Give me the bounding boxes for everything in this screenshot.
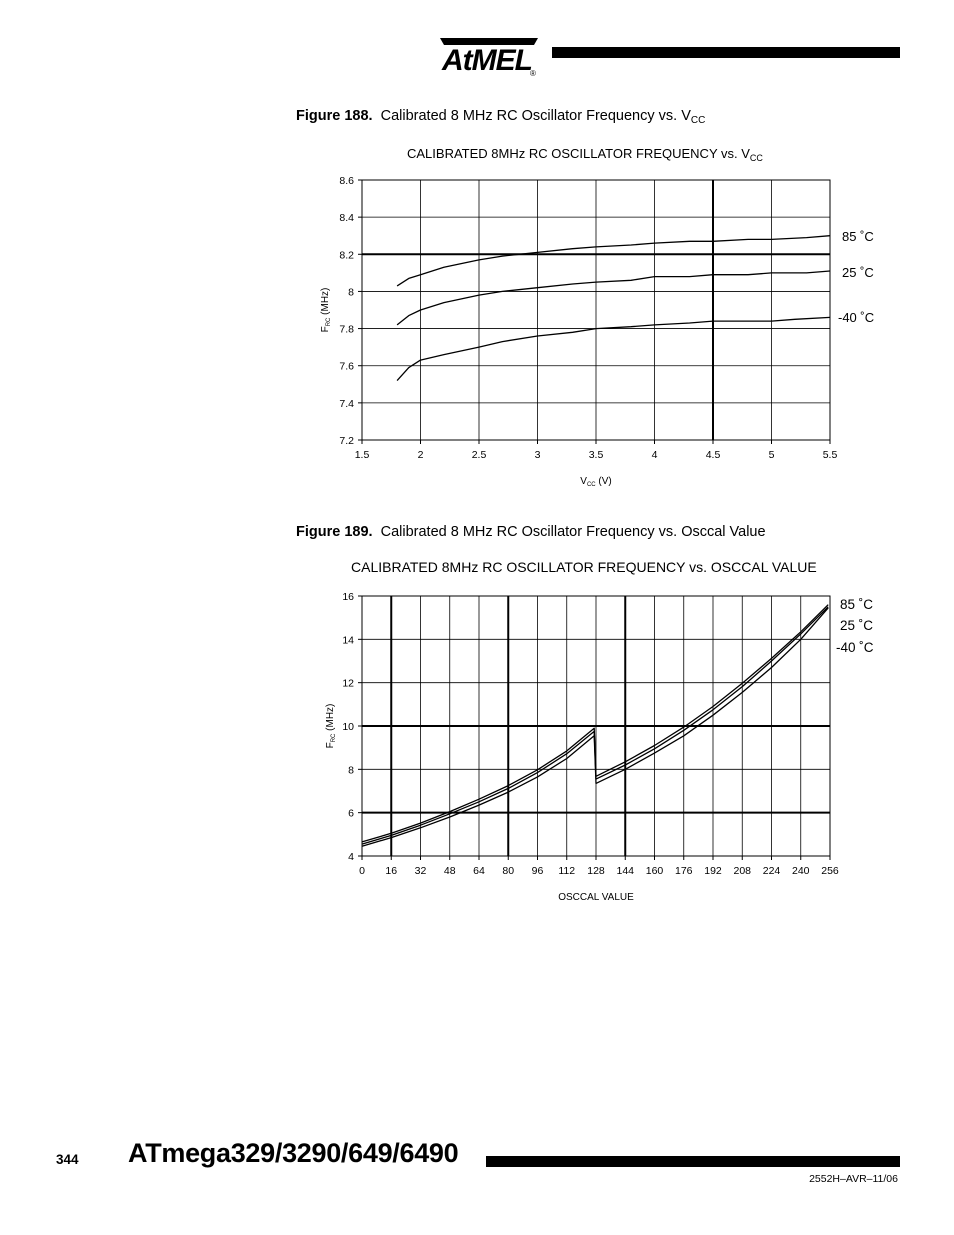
x-tick-label: 64 (473, 865, 485, 877)
legend-entry: 85 ˚C (840, 597, 874, 612)
plot-frame (362, 596, 830, 856)
x-tick-label: 4.5 (705, 449, 721, 461)
y-tick-label: 7.2 (339, 435, 354, 447)
legend-entry: 25 ˚C (840, 618, 874, 633)
y-axis-label-unit: (MHz) (325, 703, 336, 734)
series-line (362, 607, 828, 844)
legend-entry: 85 ˚C (842, 229, 874, 244)
x-tick-label: 128 (587, 865, 605, 877)
x-tick-label: 2.5 (471, 449, 487, 461)
figure-189-caption (296, 524, 766, 540)
y-axis-label: $F_{RC}$ (MHz) (325, 703, 337, 749)
y-tick-label: 16 (342, 591, 354, 603)
x-tick-label: 112 (558, 865, 576, 877)
x-tick-label: 3.5 (588, 449, 604, 461)
series-line (362, 605, 828, 842)
x-tick-label: 48 (443, 865, 456, 877)
plot-area (320, 175, 874, 488)
legend-entry: -40 ˚C (838, 310, 875, 325)
atmel-logo (438, 32, 542, 78)
x-tick-label: 176 (674, 865, 693, 877)
chart1-title-sub: CC (749, 153, 763, 163)
figure-188-label: Figure 188. (296, 108, 373, 124)
header-rule (552, 47, 900, 58)
series-line (397, 271, 830, 325)
y-tick-label: 4 (348, 851, 354, 863)
y-tick-label: 8.6 (339, 175, 354, 187)
series-line (397, 317, 830, 380)
y-axis-label-sub: RC (326, 317, 332, 327)
logo-text: AtMEL (442, 44, 532, 77)
registered-mark: ® (530, 69, 536, 78)
x-tick-label: 5 (768, 449, 775, 461)
plot-frame (362, 180, 830, 440)
x-tick-label: 32 (414, 865, 427, 877)
x-tick-label: 160 (645, 865, 664, 877)
footer-rule (486, 1156, 900, 1167)
y-axis-label-unit: (MHz) (320, 287, 331, 318)
page-number: 344 (56, 1152, 79, 1167)
legend-entry: -40 ˚C (836, 640, 874, 655)
x-tick-label: 3 (534, 449, 541, 461)
y-tick-label: 8.2 (339, 249, 354, 262)
series-line (362, 608, 828, 846)
figure-189-caption-text: Calibrated 8 MHz RC Oscillator Frequency vs. Osccal Value (380, 524, 766, 540)
x-tick-label: 4 (651, 449, 658, 461)
y-tick-label: 14 (342, 634, 354, 647)
x-tick-label: 80 (502, 865, 515, 877)
x-tick-label: 96 (531, 865, 544, 877)
y-tick-label: 8 (348, 286, 354, 299)
y-tick-label: 7.4 (339, 397, 354, 410)
figure-188-caption-sub: CC (690, 115, 706, 126)
y-tick-label: 10 (342, 721, 354, 733)
x-tick-label: 1.5 (354, 449, 370, 461)
legend-entry: 25 ˚C (842, 265, 874, 280)
x-axis-label: $V_{CC}$ (V) (580, 476, 612, 488)
x-axis-label-sub: CC (586, 482, 596, 488)
figure-188-caption-text: Calibrated 8 MHz RC Oscillator Frequency vs. V (380, 108, 691, 124)
plot-area (325, 591, 874, 903)
x-tick-label: 256 (821, 865, 839, 877)
y-tick-label: 12 (342, 677, 354, 690)
series-line (397, 236, 830, 286)
x-tick-label: 5.5 (822, 449, 838, 461)
document-code: 2552H–AVR–11/06 (809, 1173, 898, 1185)
x-tick-label: 0 (359, 865, 365, 877)
y-tick-label: 8.4 (339, 212, 354, 225)
chart1-title-text: CALIBRATED 8MHz RC OSCILLATOR FREQUENCY vs. V (407, 146, 750, 161)
x-tick-label: 144 (616, 865, 635, 877)
document-title: ATmega329/3290/649/6490 (128, 1138, 459, 1168)
y-axis-label-sub: RC (331, 733, 337, 743)
x-tick-label: 2 (417, 449, 424, 461)
figure-188-caption (296, 108, 705, 126)
x-tick-label: 192 (704, 865, 722, 877)
chart1-title (407, 146, 763, 163)
x-tick-label: 208 (733, 865, 752, 877)
x-tick-label: 16 (385, 865, 398, 877)
y-tick-label: 8 (348, 764, 354, 777)
y-tick-label: 7.6 (339, 360, 354, 373)
x-tick-label: 240 (791, 865, 810, 877)
x-tick-label: 224 (762, 865, 781, 877)
chart2-title-text: CALIBRATED 8MHz RC OSCILLATOR FREQUENCY vs. OSCCAL VALUE (351, 559, 817, 575)
x-axis-label: OSCCAL VALUE (558, 892, 634, 903)
y-tick-label: 6 (348, 807, 354, 820)
x-axis-label-unit: (V) (595, 476, 612, 487)
chart2-title (351, 559, 817, 575)
y-tick-label: 7.8 (339, 323, 354, 336)
y-axis-label: $F_{RC}$ (MHz) (320, 287, 332, 333)
figure-189-label: Figure 189. (296, 524, 373, 540)
